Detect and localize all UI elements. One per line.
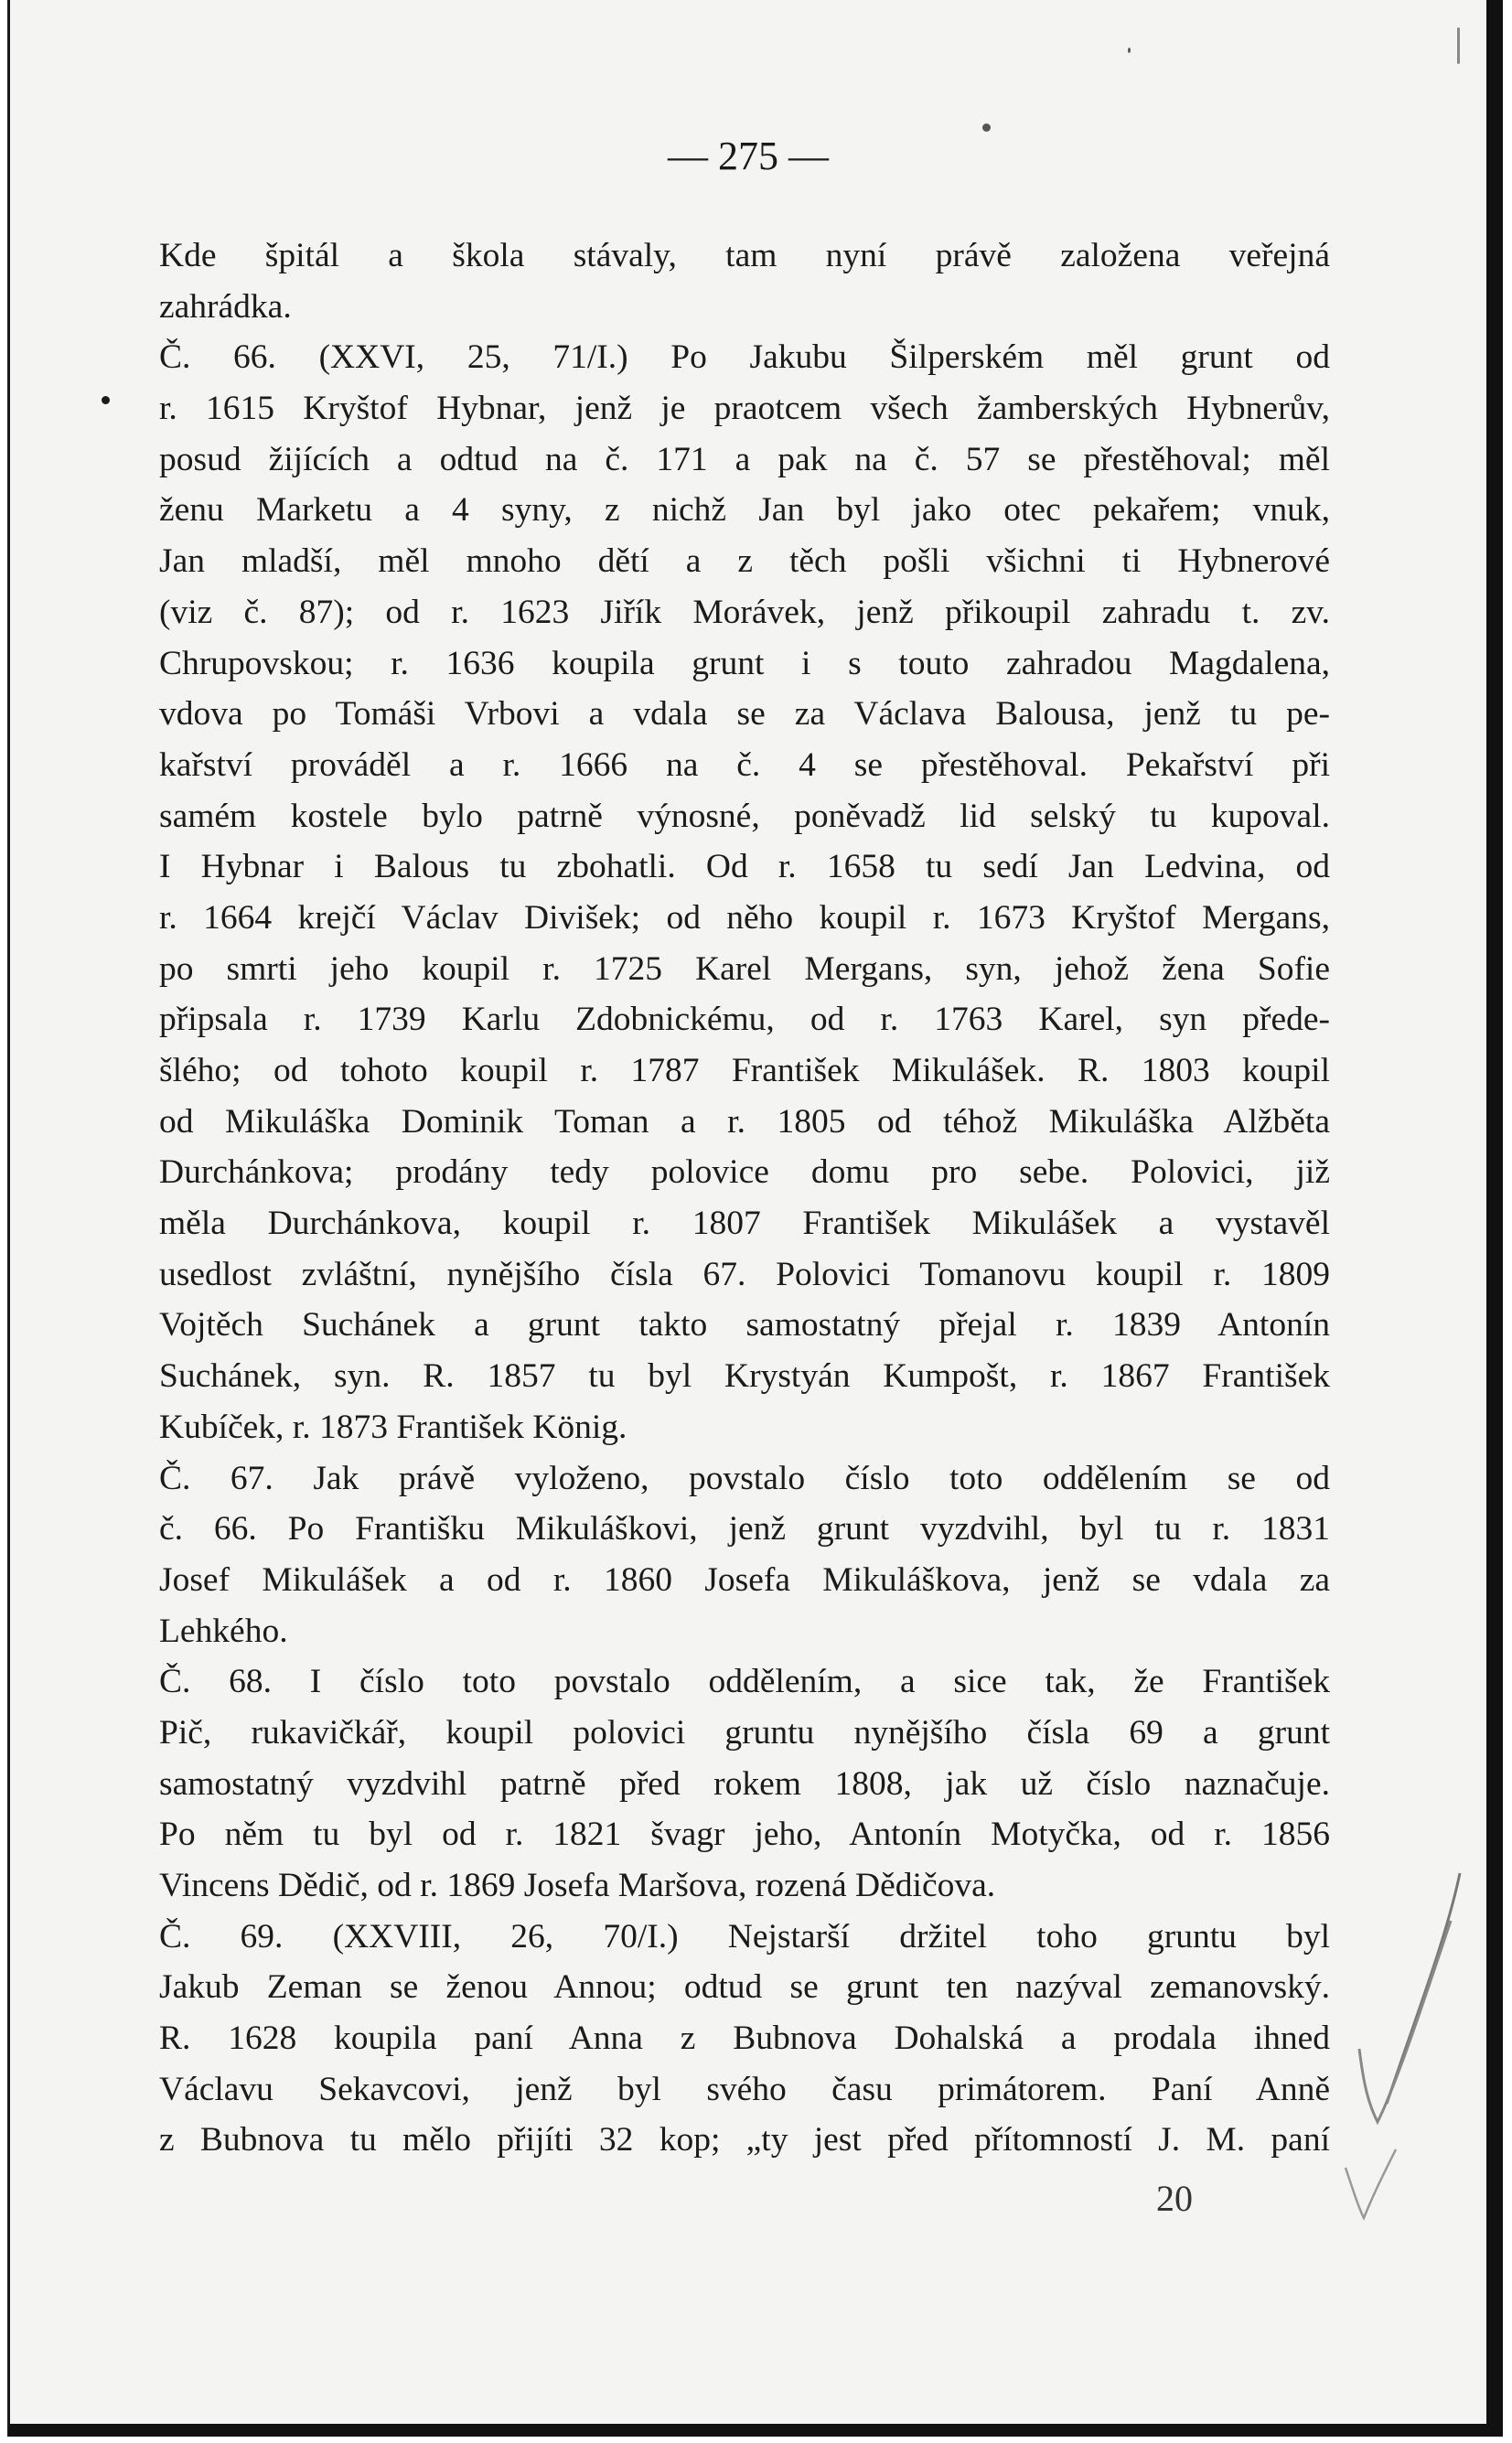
ink-speck	[1128, 48, 1131, 53]
signature-mark: 20	[1156, 2178, 1193, 2219]
body-text	[159, 230, 1330, 2166]
text-line: I Hybnar i Balous tu zbohatli. Od r. 1658 tu sedí Jan Ledvina, od	[159, 848, 1330, 886]
margin-dot	[102, 396, 110, 404]
text-line: od Mikuláška Dominik Toman a r. 1805 od téhož Mikuláška Alžběta	[159, 1102, 1330, 1141]
ink-speck	[1457, 27, 1460, 64]
text-line: ženu Marketu a 4 syny, z nichž Jan byl jako otec pekařem; vnuk,	[159, 491, 1330, 530]
text-line: kařství prováděl a r. 1666 na č. 4 se přestěhoval. Pekařství při	[159, 745, 1330, 784]
text-line: Kde špitál a škola stávaly, tam nyní právě založena veřejná	[159, 237, 1330, 274]
text-line: Po něm tu byl od r. 1821 švagr jeho, Antonín Motyčka, od r. 1856	[159, 1816, 1330, 1854]
text-line: č. 66. Po Františku Mikuláškovi, jenž grunt vyzdvihl, byl tu r. 1831	[159, 1510, 1330, 1548]
text-line: vdova po Tomáši Vrbovi a vdala se za Václava Balousa, jenž tu pe-	[159, 695, 1330, 734]
text-line: zahrádka.	[159, 287, 292, 326]
text-line: Č. 66. (XXVI, 25, 71/I.) Po Jakubu Šilperském měl grunt od	[159, 338, 1330, 377]
text-line: Pič, rukavičkář, koupil polovici gruntu nynějšího čísla 69 a grunt	[159, 1713, 1330, 1752]
text-line: Durchánkova; prodány tedy polovice domu pro sebe. Polovici, již	[159, 1153, 1330, 1192]
text-line: Václavu Sekavcovi, jenž byl svého času primátorem. Paní Anně	[159, 2070, 1330, 2108]
ink-speck	[982, 123, 991, 132]
text-line: připsala r. 1739 Karlu Zdobnickému, od r. 1763 Karel, syn přede-	[159, 1001, 1330, 1039]
text-line: Č. 69. (XXVIII, 26, 70/I.) Nejstarší držitel toho gruntu byl	[159, 1917, 1330, 1955]
text-line: (viz č. 87); od r. 1623 Jiřík Morávek, jenž přikoupil zahradu t. zv.	[159, 593, 1330, 631]
text-line: Vincens Dědič, od r. 1869 Josefa Maršova, rozená Dědičova.	[159, 1867, 996, 1904]
text-line: Lehkého.	[159, 1612, 288, 1650]
text-line: Suchánek, syn. R. 1857 tu byl Krystyán Kumpošt, r. 1867 František	[159, 1357, 1330, 1396]
text-line: Jan mladší, měl mnoho dětí a z těch pošli všichni ti Hybnerové	[159, 542, 1330, 581]
text-line: R. 1628 koupila paní Anna z Bubnova Dohalská a prodala ihned	[159, 2020, 1330, 2058]
scanned-page	[7, 0, 1503, 2437]
pencil-checkmark-icon	[1332, 1866, 1496, 2250]
text-line: Josef Mikulášek a od r. 1860 Josefa Mikuláškova, jenž se vdala za	[159, 1560, 1330, 1599]
text-line: usedlost zvláštní, nynějšího čísla 67. Polovici Tomanovu koupil r. 1809	[159, 1255, 1330, 1293]
text-line: samém kostele bylo patrně výnosné, poněvadž lid selský tu kupoval.	[159, 797, 1330, 835]
text-line: Chrupovskou; r. 1636 koupila grunt i s touto zahradou Magdalena,	[159, 644, 1330, 682]
text-line: Jakub Zeman se ženou Annou; odtud se grunt ten nazýval zemanovský.	[159, 1968, 1330, 2007]
text-line: po smrti jeho koupil r. 1725 Karel Mergans, syn, jehož žena Sofie	[159, 949, 1330, 988]
text-line: měla Durchánkova, koupil r. 1807 František Mikulášek a vystavěl	[159, 1205, 1330, 1243]
text-line: samostatný vyzdvihl patrně před rokem 1808, jak už číslo naznačuje.	[159, 1764, 1330, 1803]
text-line: Vojtěch Suchánek a grunt takto samostatný přejal r. 1839 Antonín	[159, 1306, 1330, 1345]
text-line: posud žijících a odtud na č. 171 a pak na č. 57 se přestěhoval; měl	[159, 440, 1330, 478]
text-line: Č. 67. Jak právě vyloženo, povstalo číslo toto oddělením se od	[159, 1459, 1330, 1497]
text-line: Č. 68. I číslo toto povstalo oddělením, a sice tak, že František	[159, 1663, 1330, 1701]
text-line: Kubíček, r. 1873 František König.	[159, 1408, 627, 1446]
page-number: — 275 —	[668, 134, 829, 178]
text-line: r. 1615 Kryštof Hybnar, jenž je praotcem všech žamberských Hybnerův,	[159, 390, 1330, 428]
text-line: r. 1664 krejčí Václav Divišek; od něho koupil r. 1673 Kryštof Mergans,	[159, 898, 1330, 937]
text-line: z Bubnova tu mělo přijíti 32 kop; „ty jest před přítomností J. M. paní	[159, 2121, 1330, 2159]
text-line: šlého; od tohoto koupil r. 1787 František Mikulášek. R. 1803 koupil	[159, 1052, 1330, 1089]
